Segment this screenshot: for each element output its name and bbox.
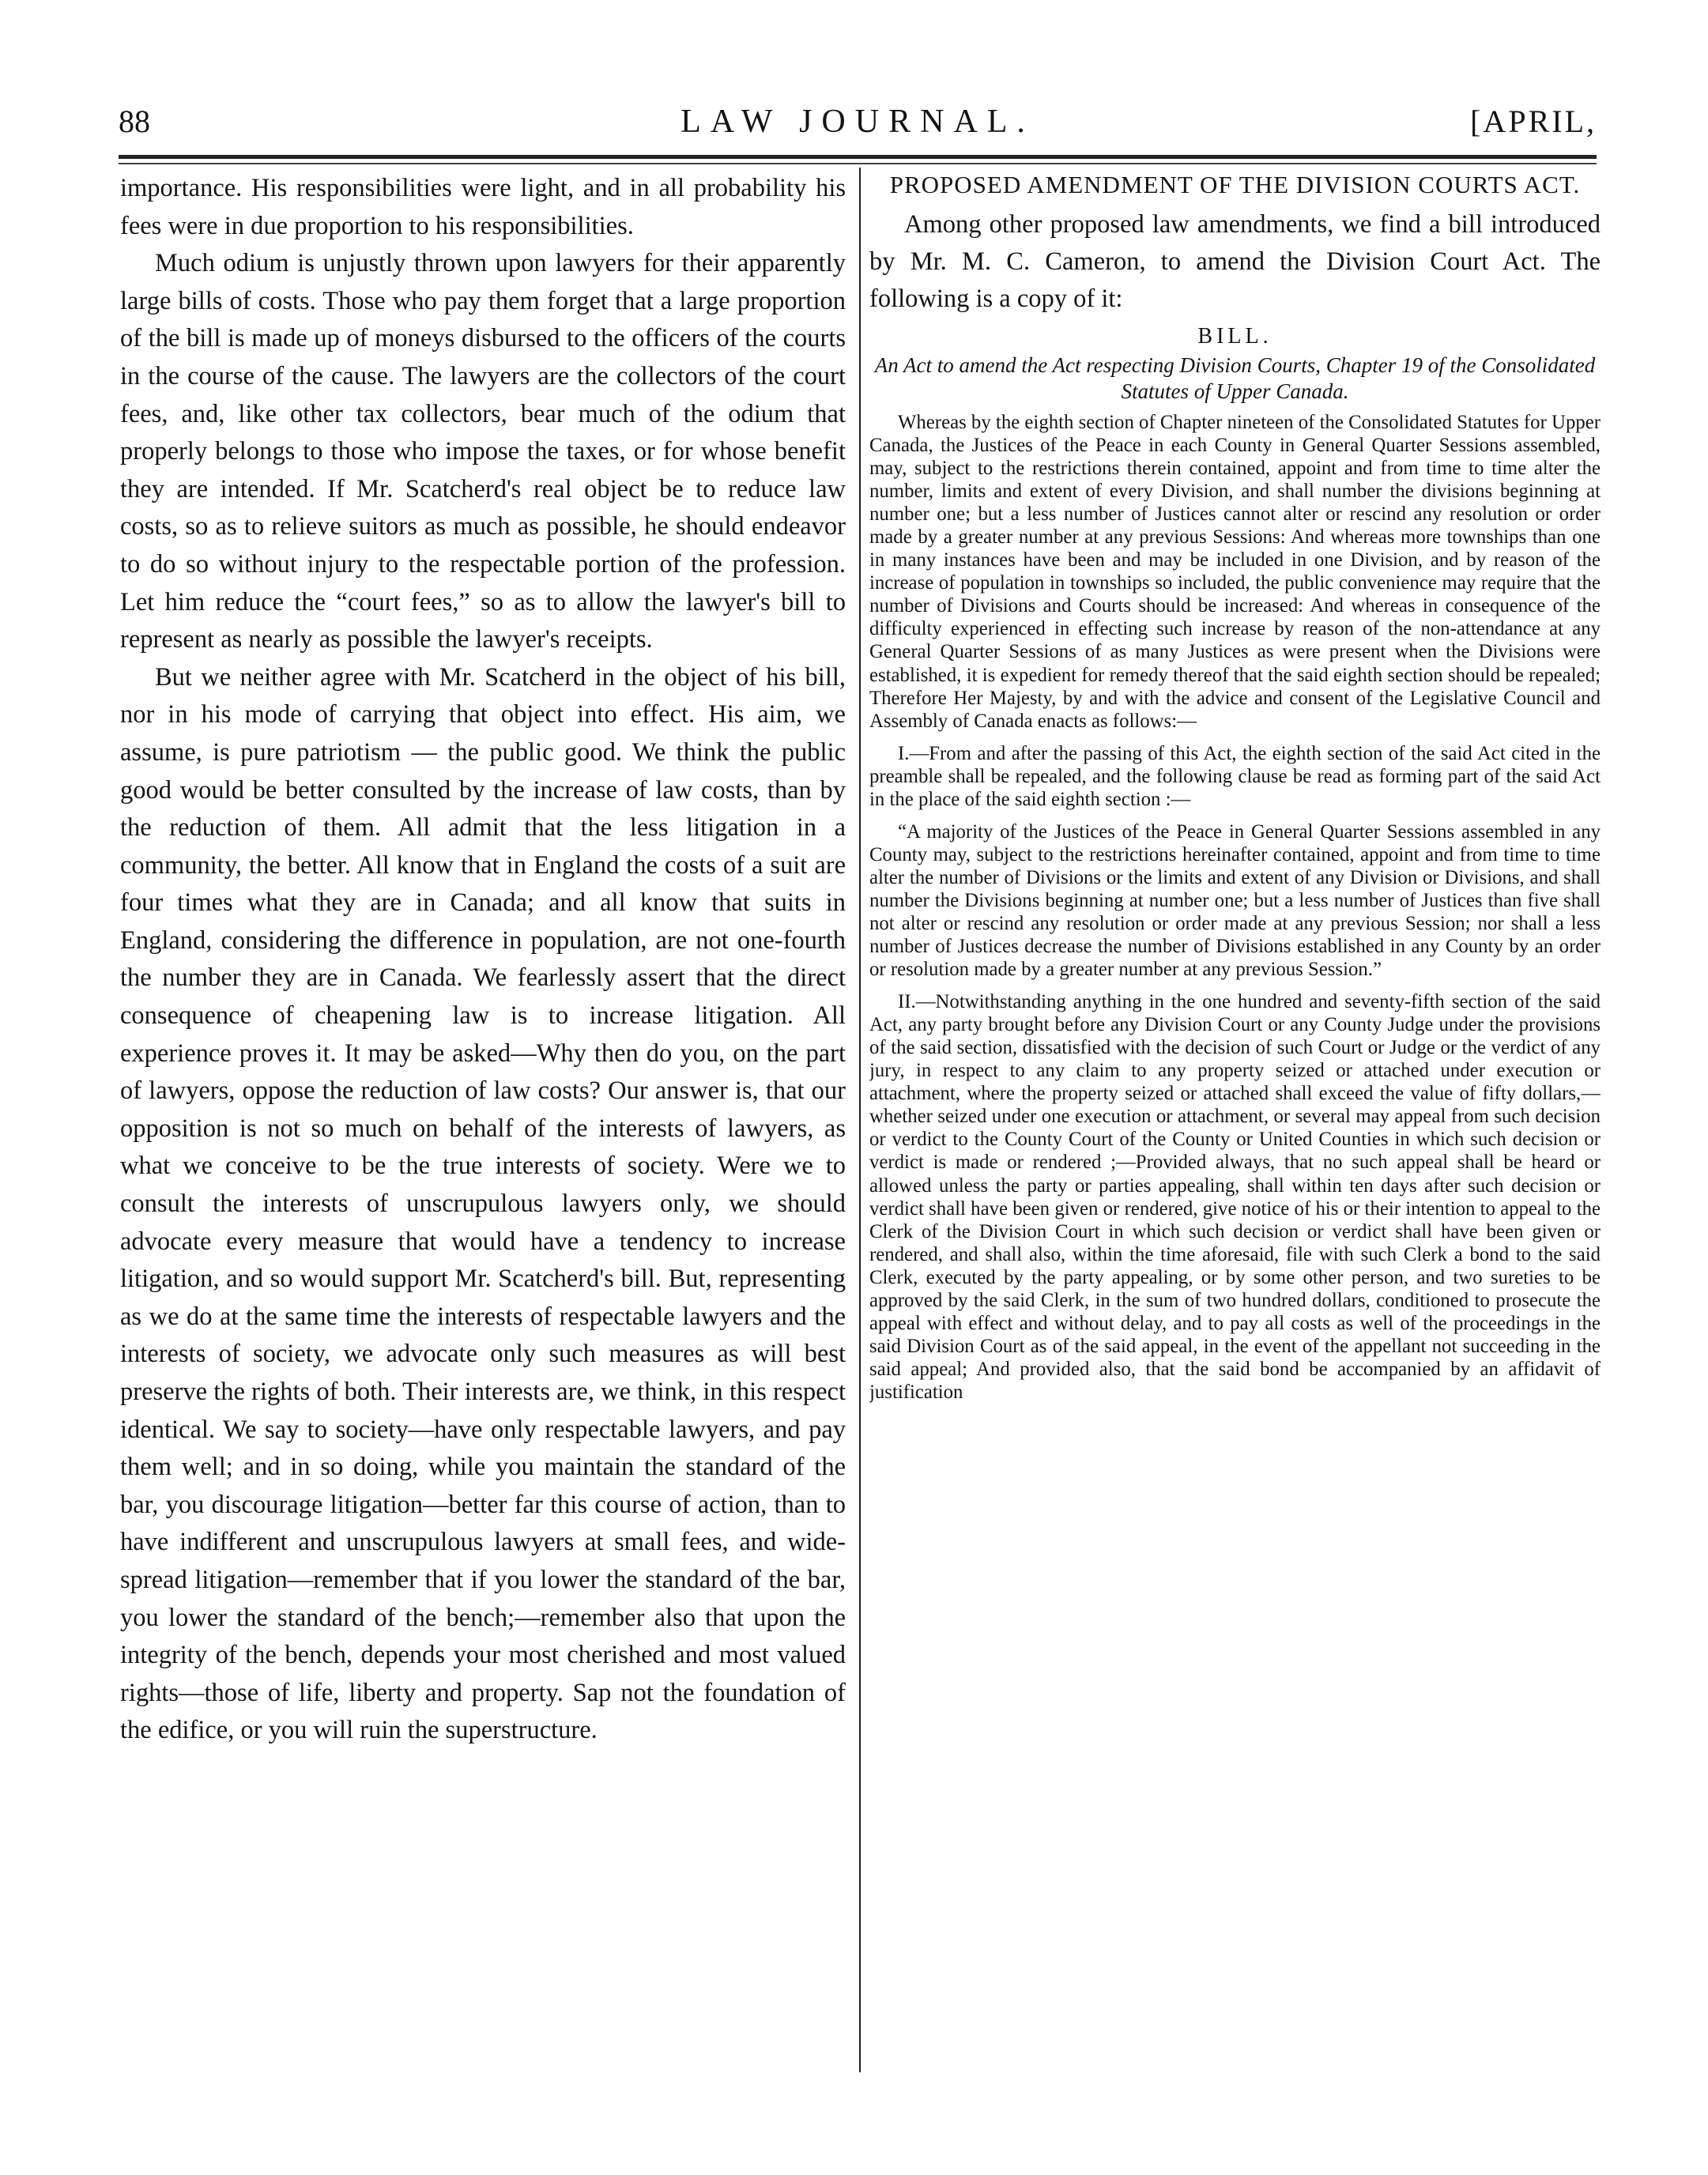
bill-heading: BILL. bbox=[1197, 324, 1273, 349]
header-rule-thick bbox=[119, 155, 1597, 159]
page-header bbox=[119, 103, 1597, 150]
bill-quoted-clause: “A majority of the Justices of the Peace in General Quarter Sessions assembled in any County may, subject to the restrictions hereinafter contained, appoint and from time to time alter the number of Divisions or the limits and extent of any Division or Divisions, and shall number the Divisions beginning at number one; but a less number of Justices than five shall not alter or rescind any resolution or order made at any previous Session; nor shall a less number of Justices decrease the number of Divisions established in any County by an order or resolution made by a greater number at any previous Session.” bbox=[869, 820, 1601, 981]
left-paragraph-3: But we neither agree with Mr. Scatcherd in the object of his bill, nor in his mode of carrying that object into effect. His aim, we assume, is pure patriotism — the public good. We think the public good would be better consulted by the increase of law costs, than by the reduction of them. All admit that the less litigation in a community, the better. All know that in England the costs of a suit are four times what they are in Canada; and all know that suits in England, considering the difference in population, are not one-fourth the number they are in Canada. We fearlessly assert that the direct consequence of cheapening law is to increase litigation. All experience proves it. It may be asked—Why then do you, on the part of lawyers, oppose the reduction of law costs? Our answer is, that our opposition is not so much on behalf of the interests of lawyers, as what we conceive to be the true interests of society. Were we to consult the interests of unscrupulous lawyers only, we should advocate every measure that would have a tendency to increase litigation, and so would support Mr. Scatcherd's bill. But, representing as we do at the same time the interests of respectable lawyers and the interests of society, we advocate only such measures as will best preserve the rights of both. Their interests are, we think, in this respect identical. We say to society—have only respectable lawyers, and pay them well; and in so doing, while you maintain the standard of the bar, you discourage litigation—better far this course of action, than to have indifferent and unscrupulous lawyers at small fees, and wide-spread litigation—remember that if you lower the standard of the bar, you lower the standard of the bench;—remember also that upon the integrity of the bench, depends your most cherished and most valued rights—those of life, liberty and property. Sap not the foundation of the edifice, or you will ruin the superstructure. bbox=[120, 662, 846, 1745]
page-number: 88 bbox=[119, 104, 150, 139]
left-column bbox=[120, 170, 846, 2083]
right-column bbox=[869, 170, 1601, 2083]
article-intro: Among other proposed law amendments, we find a bill introduced by Mr. M. C. Cameron, to amend the Division Court Act. The following is a copy of it: bbox=[869, 210, 1601, 313]
journal-title: LAW JOURNAL. bbox=[681, 104, 1035, 140]
left-paragraph-1: importance. His responsibilities were light, and in all probability his fees were in due proportion to his responsibilities. bbox=[120, 174, 846, 240]
column-divider bbox=[859, 168, 861, 2072]
article-title: PROPOSED AMENDMENT OF THE DIVISION COURTS ACT. bbox=[889, 171, 1581, 198]
bill-preamble: Whereas by the eighth section of Chapter nineteen of the Consolidated Statutes for Upper Canada, the Justices of the Peace in each County in General Quarter Sessions assembled, may, subject to the restrictions therein contained, appoint and from time to time alter the number, limits and extent of every Division, and shall number the divisions beginning at number one; but a less number of Justices cannot alter or rescind any resolution or order made by a greater number at any previous Sessions: And whereas more townships than one in many instances have been and may be included in one Division, and by reason of the increase of population in townships so included, the public convenience may require that the number of Divisions and Courts should be increased: And whereas in consequence of the difficulty experienced in effecting such increase by reason of the non-attendance at any General Quarter Sessions of as many Justices as were present when the Divisions were established, it is expedient for remedy thereof that the said eighth section should be repealed; Therefore Her Majesty, by and with the advice and consent of the Legislative Council and Assembly of Canada enacts as follows:— bbox=[869, 412, 1601, 732]
running-head-month: [APRIL, bbox=[1470, 104, 1597, 139]
header-rule-thin bbox=[119, 163, 1597, 164]
bill-subtitle: An Act to amend the Act respecting Division Courts, Chapter 19 of the Consolidated Statutes of Upper Canada. bbox=[874, 353, 1596, 403]
left-paragraph-2: Much odium is unjustly thrown upon lawyers for their apparently large bills of costs. Those who pay them forget that a large proportion of the bill is made up of moneys disbursed to the officers of the courts in the course of the cause. The lawyers are the collectors of the court fees, and, like other tax collectors, bear much of the odium that properly belongs to those who impose the taxes, or for whose benefit they are intended. If Mr. Scatcherd's real object be to reduce law costs, so as to relieve suitors as much as possible, he should endeavor to do so without injury to the respectable portion of the profession. Let him reduce the “court fees,” so as to allow the lawyer's bill to represent as nearly as possible the lawyer's receipts. bbox=[120, 249, 846, 654]
bill-section-2: II.—Notwithstanding anything in the one hundred and seventy-fifth section of the said Act, any party brought before any Division Court or any County Judge under the provisions of the said section, dissatisfied with the decision of such Court or Judge or the verdict of any jury, in respect to any claim to any property seized or attached under execution or attachment, where the property seized or attached shall exceed the value of fifty dollars,—whether seized under one execution or attachment, or several may appeal from such decision or verdict to the County Court of the County or United Counties in which such decision or verdict is made or rendered ;—Provided always, that no such appeal shall be heard or allowed unless the party or parties appealing, shall within ten days after such decision or verdict shall have been given or rendered, give notice of his or their intention to appeal to the Clerk of the Division Court in which such decision or verdict shall have been given or rendered, and shall also, within the time aforesaid, file with such Clerk a bond to the said Clerk, executed by the party appealing, or by some other person, and two sureties to be approved by the said Clerk, in the sum of two hundred dollars, conditioned to prosecute the appeal with effect and without delay, and to pay all costs as well of the proceedings in the said Division Court as of the said appeal, in the event of the appellant not succeeding in the said appeal; And provided also, that the said bond be accompanied by an affidavit of justification bbox=[869, 991, 1601, 1403]
bill-section-1: I.—From and after the passing of this Act, the eighth section of the said Act cited in the preamble shall be repealed, and the following clause be read as forming part of the said Act in the place of the said eighth section :— bbox=[869, 742, 1601, 810]
